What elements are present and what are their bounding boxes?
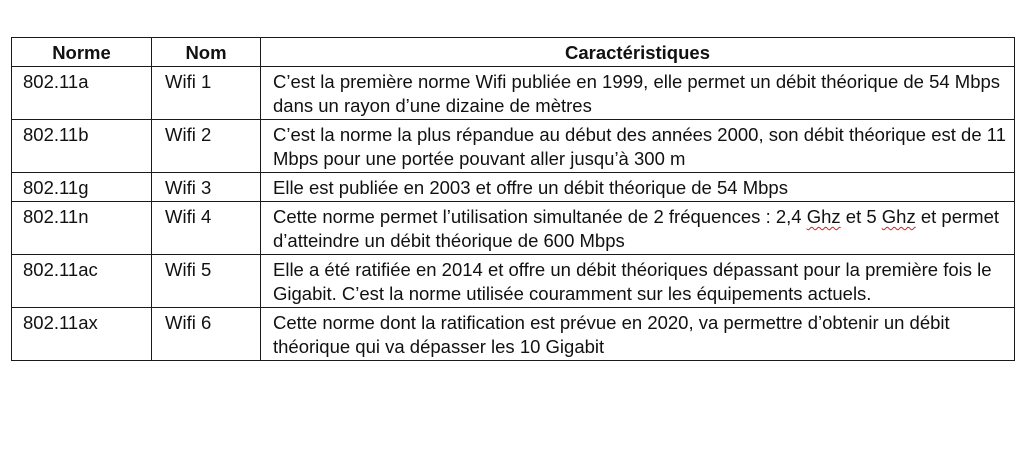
description-text: et 5: [840, 206, 882, 227]
cell-description: Elle est publiée en 2003 et offre un débit théorique de 54 Mbps: [261, 173, 1015, 202]
cell-description: [261, 202, 1015, 255]
table-row: [12, 67, 1015, 120]
cell-norme: 802.11ax: [12, 308, 152, 361]
table-row: [12, 308, 1015, 361]
cell-nom: Wifi 5: [152, 255, 261, 308]
cell-description: Cette norme dont la ratification est prévue en 2020, va permettre d’obtenir un débit théorique qui va dépasser les 10 Gigabit: [261, 308, 1015, 361]
spellcheck-word: Ghz: [881, 206, 916, 227]
table-row: [12, 202, 1015, 255]
table-row: [12, 255, 1015, 308]
cell-nom: Wifi 1: [152, 67, 261, 120]
cell-norme: 802.11g: [12, 173, 152, 202]
cell-description: C’est la norme la plus répandue au début des années 2000, son débit théorique est de 11 Mbps pour une portée pouvant aller jusqu’à 300 m: [261, 120, 1015, 173]
wifi-standards-table: [11, 37, 1015, 361]
spellcheck-word: Ghz: [806, 206, 841, 227]
cell-norme: 802.11n: [12, 202, 152, 255]
header-nom: Nom: [152, 38, 261, 67]
cell-description: Elle a été ratifiée en 2014 et offre un débit théoriques dépassant pour la première fois le Gigabit. C’est la norme utilisée couramment sur les équipements actuels.: [261, 255, 1015, 308]
cell-nom: Wifi 2: [152, 120, 261, 173]
cell-nom: Wifi 4: [152, 202, 261, 255]
cell-nom: Wifi 3: [152, 173, 261, 202]
cell-description: C’est la première norme Wifi publiée en 1999, elle permet un débit théorique de 54 Mbps dans un rayon d’une dizaine de mètres: [261, 67, 1015, 120]
table-row: [12, 173, 1015, 202]
description-text: et permet d’atteindre un débit théorique de 600 Mbps: [273, 206, 1000, 251]
table-row: [12, 120, 1015, 173]
description-text: Cette norme permet l’utilisation simultanée de 2 fréquences : 2,4: [273, 206, 807, 227]
header-norme: Norme: [12, 38, 152, 67]
cell-norme: 802.11a: [12, 67, 152, 120]
header-caracteristiques: Caractéristiques: [261, 38, 1015, 67]
table-header-row: [12, 38, 1015, 67]
cell-nom: Wifi 6: [152, 308, 261, 361]
cell-norme: 802.11b: [12, 120, 152, 173]
cell-norme: 802.11ac: [12, 255, 152, 308]
